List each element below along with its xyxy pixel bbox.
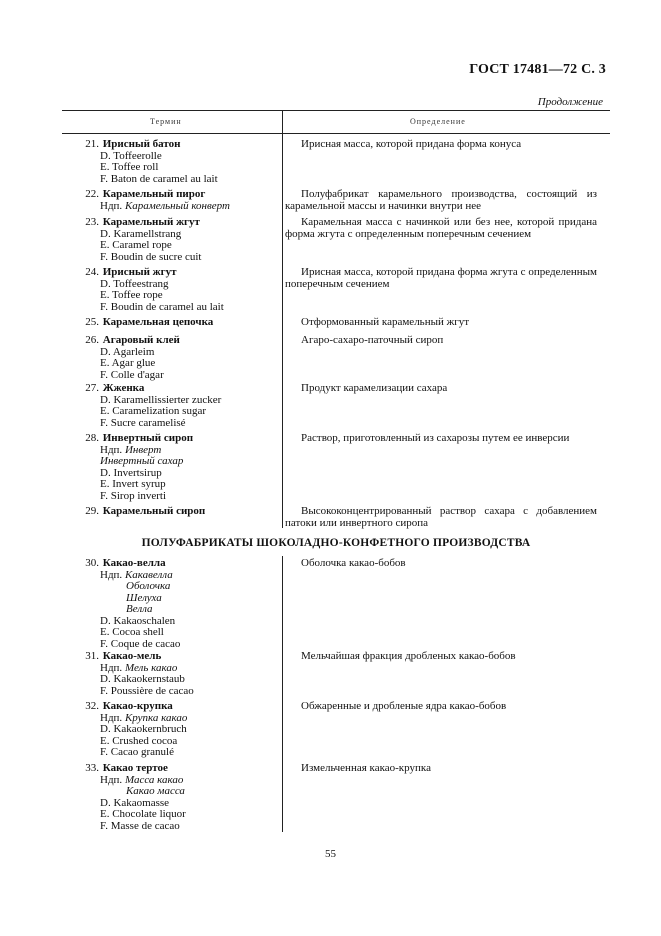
section-title: ПОЛУФАБРИКАТЫ ШОКОЛАДНО-КОНФЕТНОГО ПРОИЗВОДСТВА [141, 537, 531, 549]
term-name: Какао-велла [102, 557, 166, 569]
term-definition: Полуфабрикат карамельного производства, состоящий из карамельной массы и начинки внутри нее [285, 188, 597, 212]
column-header-definition: Определение [410, 117, 466, 126]
term-entry: 24. Ирисный жгут D. Toffeestrang E. Toffee rope F. Boudin de caramel au lait [85, 266, 224, 313]
document-code: ГОСТ 17481—72 С. 3 [469, 62, 606, 77]
table-top-rule [62, 110, 610, 111]
term-entry: 31. Какао-мель Ндп. Мель какао D. Kakaokernstaub F. Poussière de cacao [85, 650, 194, 697]
term-definition: Карамельная масса с начинкой или без нее, которой придана форма жгута с определенным поперечным сечением [285, 216, 597, 240]
table-header-rule [62, 133, 610, 134]
term-entry: 32. Какао-крупка Ндп. Крупка какао D. Kakaokernbruch E. Crushed cocoa F. Cacao granulé [85, 700, 188, 758]
term-name: Жженка [102, 382, 145, 394]
term-name: Какао-крупка [102, 700, 173, 712]
column-divider [282, 110, 283, 528]
term-definition: Обжаренные и дробленые ядра какао-бобов [301, 700, 507, 712]
term-entry: 21. Ирисный батон D. Toffeerolle E. Toffee roll F. Baton de caramel au lait [85, 138, 218, 185]
term-entry: 27. Жженка D. Karamellissierter zucker E. Caramelization sugar F. Sucre caramelisé [85, 382, 222, 429]
term-name: Инвертный сироп [102, 432, 194, 444]
term-entry: 25. Карамельная цепочка [85, 316, 214, 328]
term-name: Карамельный сироп [102, 505, 206, 517]
term-name: Карамельная цепочка [102, 316, 214, 328]
term-entry: 22. Карамельный пирог Ндп. Карамельный конверт [85, 188, 230, 212]
term-name: Ирисный жгут [102, 266, 177, 278]
term-entry: 29. Карамельный сироп [85, 505, 206, 517]
term-definition: Измельченная какао-крупка [301, 762, 431, 774]
term-name: Ирисный батон [102, 138, 181, 150]
term-name: Какао-мель [102, 650, 162, 662]
term-name: Карамельный пирог [102, 188, 206, 200]
term-definition: Ирисная масса, которой придана форма жгута с определенным поперечным сечением [285, 266, 597, 290]
term-definition: Высококонцентрированный раствор сахара с добавлением патоки или инвертного сиропа [285, 505, 597, 529]
term-name: Агаровый клей [102, 334, 180, 346]
term-entry: 26. Агаровый клей D. Agarleim E. Agar glue F. Colle d'agar [85, 334, 180, 381]
term-definition: Мельчайшая фракция дробленых какао-бобов [301, 650, 516, 662]
term-definition: Отформованный карамельный жгут [301, 316, 470, 328]
term-definition: Ирисная масса, которой придана форма конуса [301, 138, 522, 150]
term-name: Карамельный жгут [102, 216, 200, 228]
term-definition: Раствор, приготовленный из сахарозы путем ее инверсии [301, 432, 570, 444]
continuation-label: Продолжение [537, 96, 603, 108]
term-entry: 23. Карамельный жгут D. Karamellstrang E. Caramel rope F. Boudin de sucre cuit [85, 216, 202, 263]
term-name: Какао тертое [102, 762, 168, 774]
term-entry: 33. Какао тертое Ндп. Масса какао Какао масса D. Kakaomasse E. Chocolate liquor F. Masse de cacao [85, 762, 186, 832]
page-number: 55 [325, 848, 336, 860]
term-entry: 30. Какао-велла Ндп. Какавелла Оболочка Шелуха Велла D. Kakaoschalen E. Cocoa shell F. Coque de cacao [85, 557, 181, 650]
term-definition: Оболочка какао-бобов [301, 557, 406, 569]
column-divider [282, 556, 283, 832]
term-definition: Продукт карамелизации сахара [301, 382, 448, 394]
term-definition: Агаро-сахаро-паточный сироп [301, 334, 444, 346]
term-entry: 28. Инвертный сироп Ндп. Инверт Инвертный сахар D. Invertsirup E. Invert syrup F. Sirop inverti [85, 432, 194, 502]
column-header-term: Термин [150, 117, 182, 126]
